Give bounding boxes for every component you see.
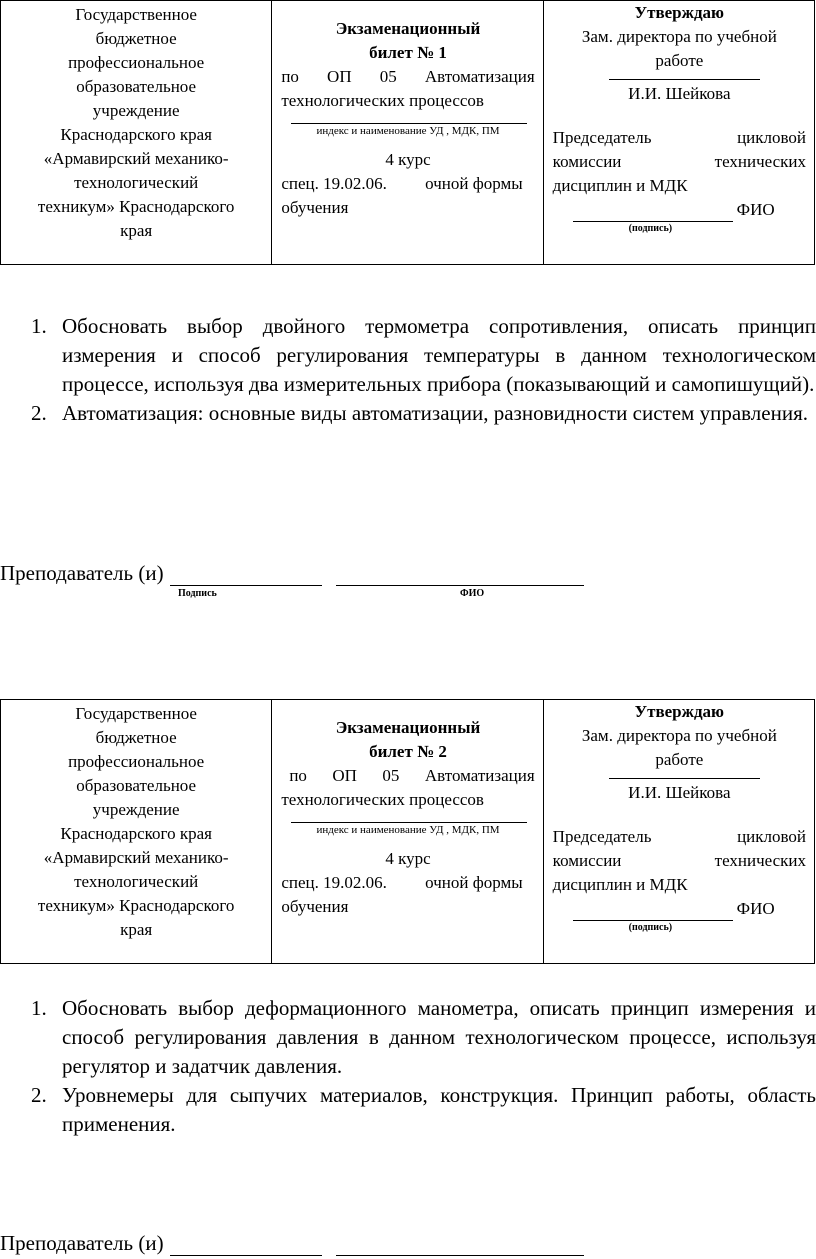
institution-line: края <box>120 920 153 939</box>
commission-line <box>553 849 806 873</box>
institution-line: Краснодарского края <box>60 824 212 843</box>
task-item <box>0 1081 816 1139</box>
deputy-name: И.И. Шейкова <box>628 84 731 103</box>
deputy-title-2: работе <box>655 51 704 70</box>
chair-signature-row <box>573 897 806 921</box>
fio-label: ФИО <box>736 899 775 918</box>
commission-word: технических <box>714 851 807 870</box>
teacher-label: Преподаватель (и) <box>0 1231 164 1255</box>
institution-line: профессиональное <box>68 752 205 771</box>
task-number: 2. <box>31 1083 47 1107</box>
deputy-signature-line <box>609 778 760 779</box>
study-form: очной формы <box>425 174 523 193</box>
commission-word: комиссии <box>552 851 622 870</box>
chair-line <box>553 825 806 849</box>
institution-line: технологический <box>74 872 199 891</box>
subject-word: ОП <box>332 766 357 785</box>
task-number: 1. <box>31 996 47 1020</box>
teacher-fio-line <box>336 1235 584 1256</box>
course: 4 курс <box>385 849 431 868</box>
approval-cell <box>544 700 814 963</box>
institution-cell <box>1 700 272 963</box>
chair-word: Председатель <box>552 827 652 846</box>
subject-word: Автоматизация <box>424 67 535 86</box>
institution-line: техникум» Краснодарского <box>37 896 235 915</box>
task-item <box>0 399 816 428</box>
teacher-sign-line <box>170 1235 322 1256</box>
deputy-title: Зам. директора по учебной <box>581 726 777 745</box>
ticket-1-tasks <box>0 312 816 428</box>
subject-word: 05 <box>382 766 400 785</box>
fio-label: ФИО <box>736 200 775 219</box>
chair-line <box>553 126 806 150</box>
course: 4 курс <box>385 150 431 169</box>
chair-word: цикловой <box>737 827 807 846</box>
deputy-title-2: работе <box>655 750 704 769</box>
task-number: 2. <box>31 401 47 425</box>
teacher-label: Преподаватель (и) <box>0 561 164 585</box>
approve-label: Утверждаю <box>634 3 725 22</box>
commission-line <box>553 150 806 174</box>
commission-word: комиссии <box>552 152 622 171</box>
ticket-title: Экзаменационный <box>335 718 481 737</box>
institution-line: края <box>120 221 153 240</box>
task-text: Обосновать выбор деформационного манометра, описать принцип измерения и способ регулирования давления в данном технологическом процессе, используя регулятор и задатчик давления. <box>62 996 816 1078</box>
task-text: Автоматизация: основные виды автоматизации, разновидности систем управления. <box>62 401 808 425</box>
signature-caption: (подпись) <box>628 922 673 933</box>
approve-label: Утверждаю <box>634 702 725 721</box>
deputy-name: И.И. Шейкова <box>628 783 731 802</box>
spec-code: спец. 19.02.06. <box>281 174 387 193</box>
fio-caption: ФИО <box>460 588 485 599</box>
study-form: очной формы <box>425 873 523 892</box>
institution-line: учреждение <box>92 800 180 819</box>
ticket-2-tasks <box>0 994 816 1139</box>
institution-line: бюджетное <box>95 29 177 48</box>
ticket-1-header-table <box>0 0 815 265</box>
teacher-2-signature <box>0 1230 584 1256</box>
institution-line: Государственное <box>75 5 197 24</box>
sign-caption: Подпись <box>178 588 217 599</box>
commission-word: технических <box>714 152 807 171</box>
spec-line <box>281 871 534 895</box>
chair-signature-row <box>573 198 806 222</box>
deputy-signature-line <box>609 79 760 80</box>
institution-line: образовательное <box>76 776 197 795</box>
institution-line: технологический <box>74 173 199 192</box>
subject-word: 05 <box>379 67 397 86</box>
ticket-number: билет № 2 <box>369 742 447 761</box>
chair-word: цикловой <box>737 128 807 147</box>
ticket-title: Экзаменационный <box>335 19 481 38</box>
ticket-number: билет № 1 <box>369 43 447 62</box>
subject-line <box>281 65 534 89</box>
chair-signature-line <box>573 203 733 222</box>
teacher-1-signature <box>0 560 584 586</box>
subject-word: ОП <box>327 67 352 86</box>
task-item <box>0 994 816 1081</box>
task-item <box>0 312 816 399</box>
task-number: 1. <box>31 314 47 338</box>
institution-line: Государственное <box>75 704 197 723</box>
subject-word: по <box>281 67 299 86</box>
approval-cell <box>544 1 814 264</box>
institution-line: профессиональное <box>68 53 205 72</box>
subject-line-2: технологических процессов <box>281 91 484 110</box>
spec-code: спец. 19.02.06. <box>281 873 387 892</box>
spec-line <box>281 172 534 196</box>
institution-line: техникум» Краснодарского <box>37 197 235 216</box>
institution-line: образовательное <box>76 77 197 96</box>
ticket-2-header-table <box>0 699 815 964</box>
signature-caption: (подпись) <box>628 223 673 234</box>
institution-line: «Армавирский механико- <box>43 149 229 168</box>
chair-word: Председатель <box>552 128 652 147</box>
institution-line: учреждение <box>92 101 180 120</box>
index-caption: индекс и наименование УД , МДК, ПМ <box>316 125 500 137</box>
subject-line <box>281 764 534 788</box>
teacher-fio-line <box>336 565 584 586</box>
institution-line: «Армавирский механико- <box>43 848 229 867</box>
subject-word: Автоматизация <box>424 766 535 785</box>
subject-line-2: технологических процессов <box>281 790 484 809</box>
task-text: Уровнемеры для сыпучих материалов, конструкция. Принцип работы, область применения. <box>62 1083 816 1136</box>
institution-line: Краснодарского края <box>60 125 212 144</box>
subject-word: по <box>289 766 307 785</box>
index-caption: индекс и наименование УД , МДК, ПМ <box>316 824 500 836</box>
institution-line: бюджетное <box>95 728 177 747</box>
task-text: Обосновать выбор двойного термометра сопротивления, описать принцип измерения и способ регулирования температуры в данном технологическом процессе, используя два измерительных прибора (показывающий и самопишущий). <box>62 314 816 396</box>
spec-line-2: обучения <box>281 897 349 916</box>
disciplines: дисциплин и МДК <box>552 176 688 195</box>
disciplines: дисциплин и МДК <box>552 875 688 894</box>
ticket-info-cell <box>272 700 543 963</box>
ticket-info-cell <box>272 1 543 264</box>
teacher-sign-line <box>170 565 322 586</box>
institution-cell <box>1 1 272 264</box>
deputy-title: Зам. директора по учебной <box>581 27 777 46</box>
spec-line-2: обучения <box>281 198 349 217</box>
chair-signature-line <box>573 902 733 921</box>
